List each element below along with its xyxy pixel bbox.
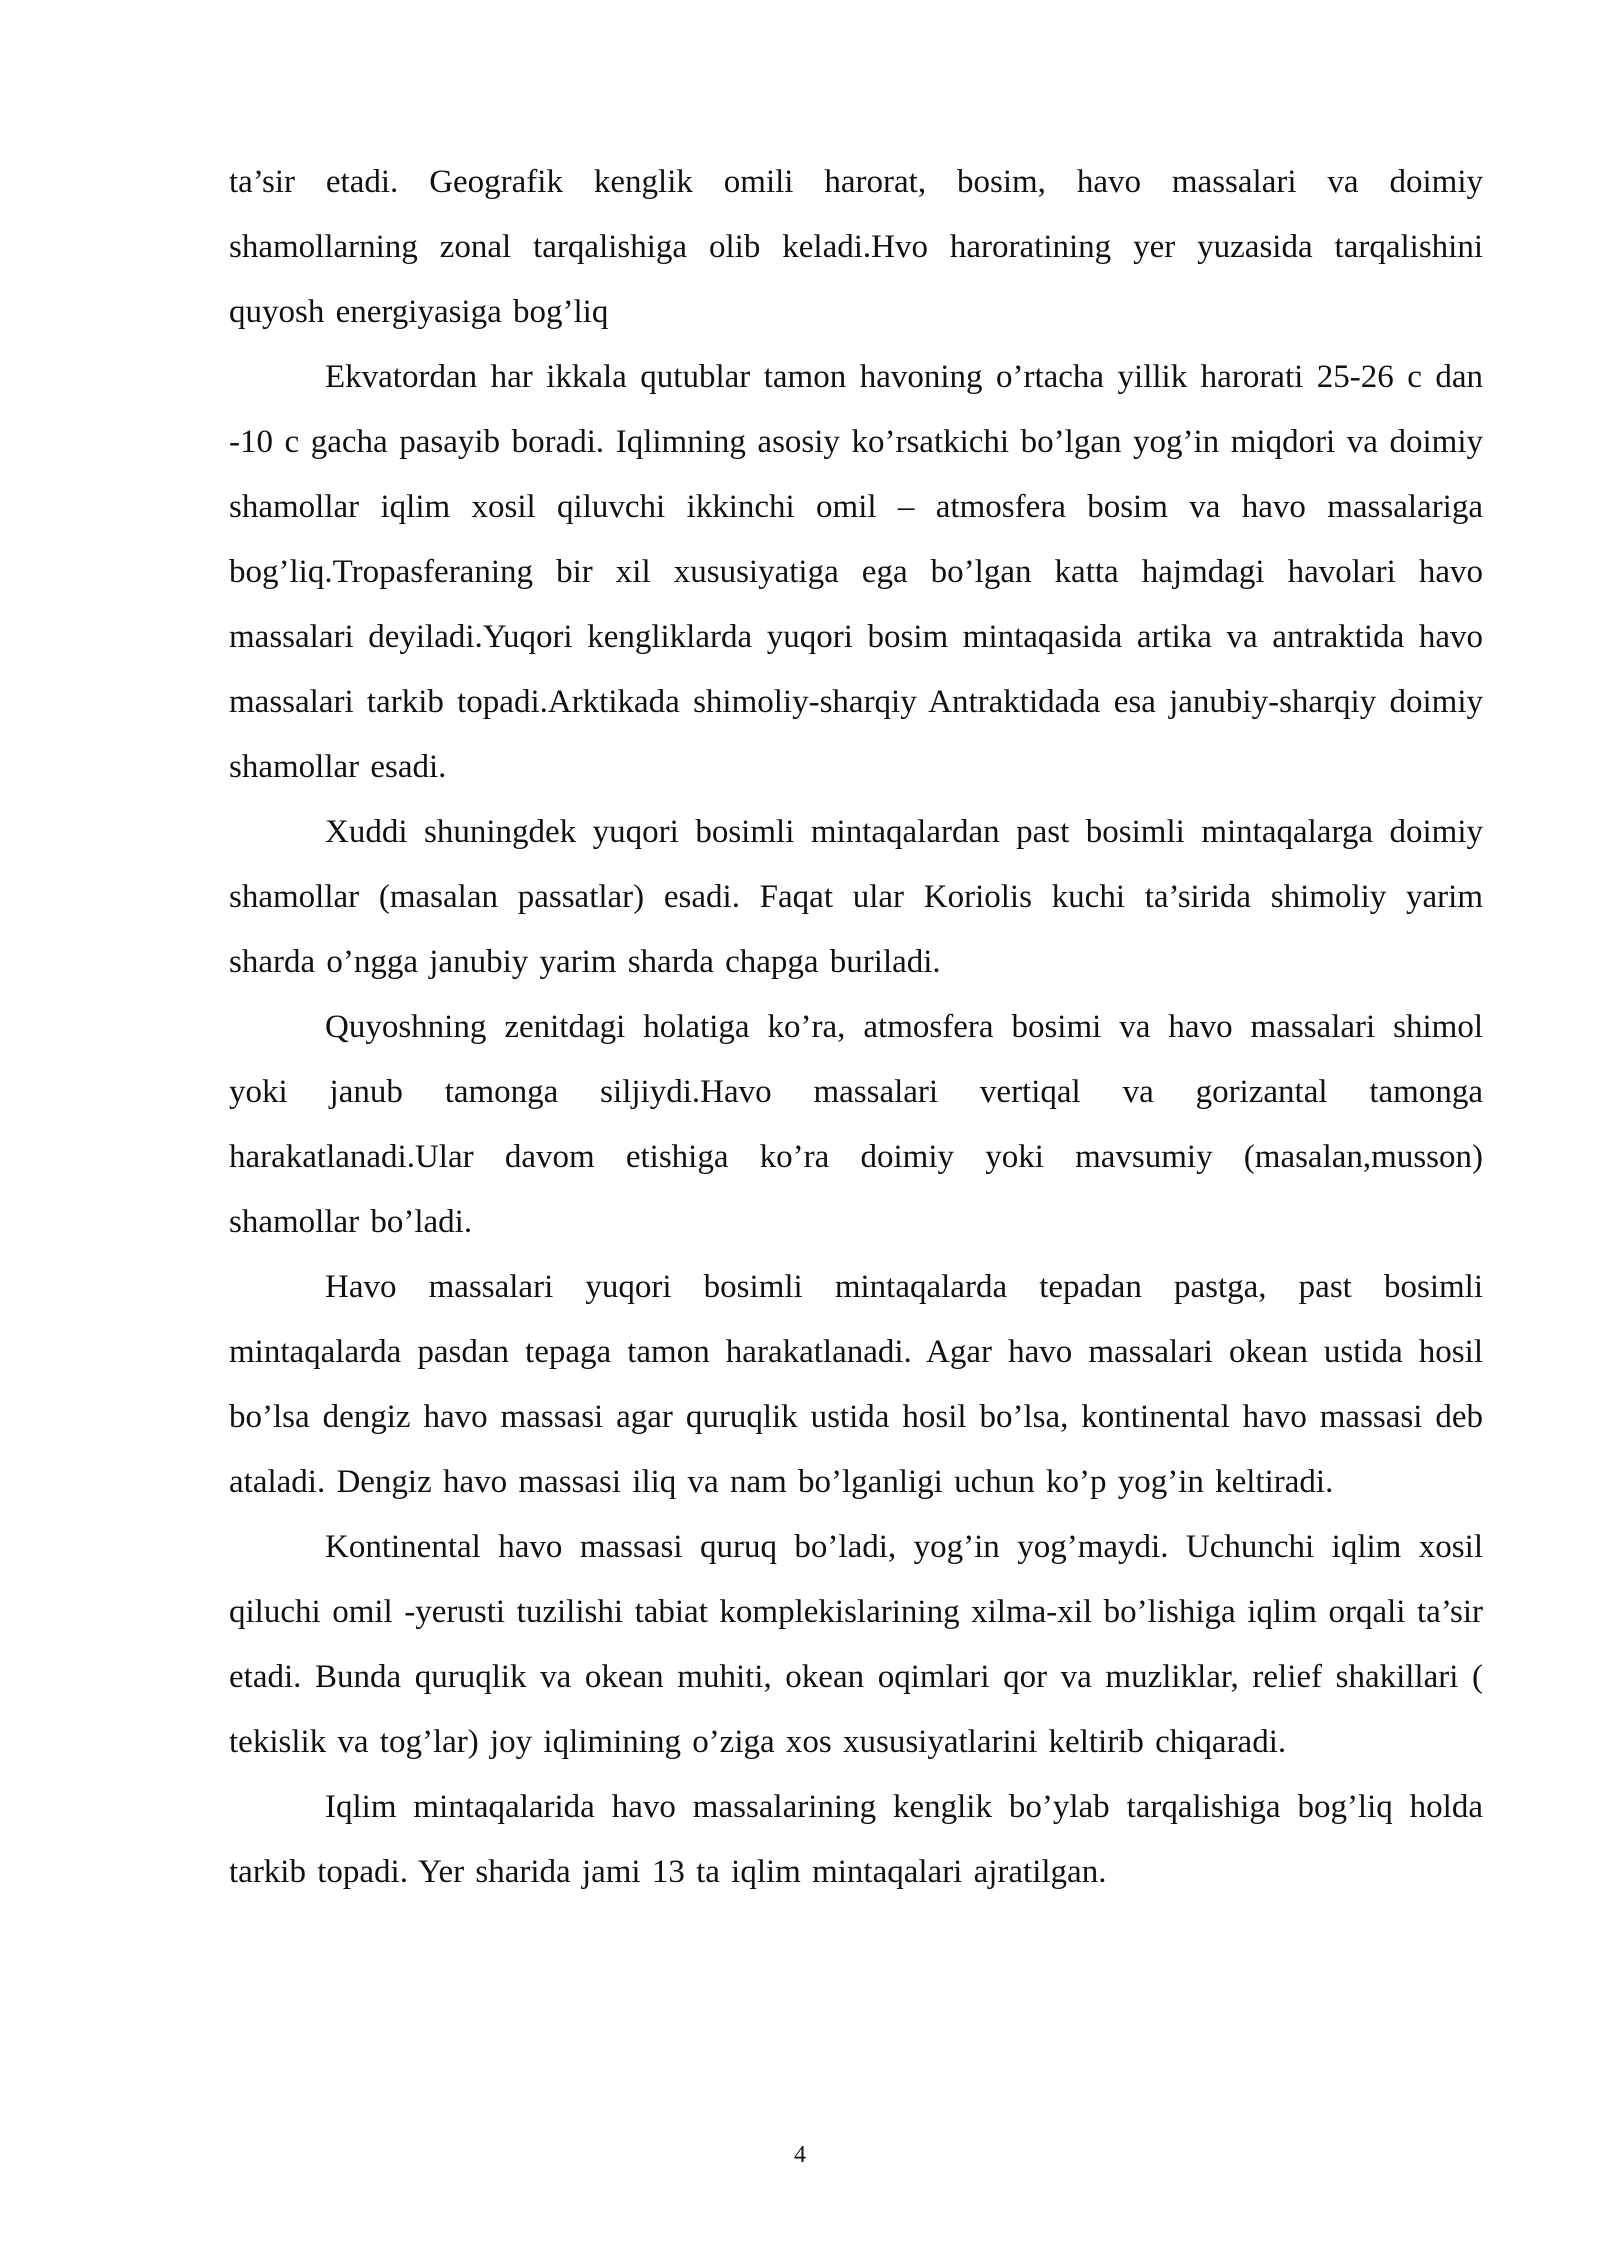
paragraph: Kontinental havo massasi quruq bo’ladi, yog’in yog’maydi. Uchunchi iqlim xosil qiluchi omil -yerusti tuzilishi tabiat komplekislarining xilma-xil bo’lishiga iqlim orqali ta’sir etadi. Bunda quruqlik va okean muhiti, okean oqimlari qor va muzliklar, relief shakillari ( tekislik va tog’lar) joy iqlimining o’ziga xos xususiyatlarini keltirib chiqaradi. [229, 1529, 1483, 1760]
paragraph: Havo massalari yuqori bosimli mintaqalarda tepadan pastga, past bosimli mintaqalarda pasdan tepaga tamon harakatlanadi. Agar havo massalari okean ustida hosil bo’lsa dengiz havo massasi agar quruqlik ustida hosil bo’lsa, kontinental havo massasi deb ataladi. Dengiz havo massasi iliq va nam bo’lganligi uchun ko’p yog’in keltiradi. [229, 1269, 1483, 1500]
paragraph-continuation: ta’sir etadi. Geografik kenglik omili harorat, bosim, havo massalari va doimiy shamollarning zonal tarqalishiga olib keladi.Hvo haroratining yer yuzasida tarqalishini quyosh energiyasiga bog’liq [229, 164, 1483, 330]
paragraph: Iqlim mintaqalarida havo massalarining kenglik bo’ylab tarqalishiga bog’liq holda tarkib topadi. Yer sharida jami 13 ta iqlim mintaqalari ajratilgan. [229, 1789, 1483, 1890]
paragraph: Xuddi shuningdek yuqori bosimli mintaqalardan past bosimli mintaqalarga doimiy shamollar (masalan passatlar) esadi. Faqat ular Koriolis kuchi ta’sirida shimoliy yarim sharda o’ngga janubiy yarim sharda chapga buriladi. [229, 814, 1483, 980]
paragraph: Quyoshning zenitdagi holatiga ko’ra, atmosfera bosimi va havo massalari shimol yoki janub tamonga siljiydi.Havo massalari vertiqal va gorizantal tamonga harakatlanadi.Ular davom etishiga ko’ra doimiy yoki mavsumiy (masalan,musson) shamollar bo’ladi. [229, 1009, 1483, 1240]
paragraph: Ekvatordan har ikkala qutublar tamon havoning o’rtacha yillik harorati 25-26 c dan -10 c gacha pasayib boradi. Iqlimning asosiy ko’rsatkichi bo’lgan yog’in miqdori va doimiy shamollar iqlim xosil qiluvchi ikkinchi omil – atmosfera bosim va havo massalariga bog’liq.Tropasferaning bir xil xususiyatiga ega bo’lgan katta hajmdagi havolari havo massalari deyiladi.Yuqori kengliklarda yuqori bosim mintaqasida artika va antraktida havo massalari tarkib topadi.Arktikada shimoliy-sharqiy Antraktidada esa janubiy-sharqiy doimiy shamollar esadi. [229, 359, 1483, 785]
document-body [229, 150, 1483, 1905]
page-number: 4 [794, 2142, 806, 2168]
